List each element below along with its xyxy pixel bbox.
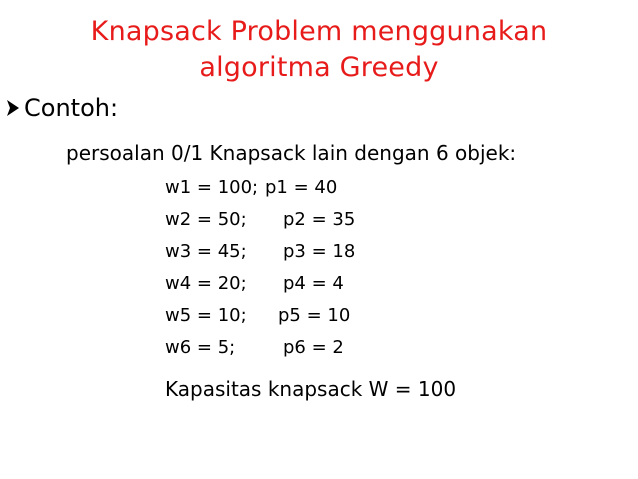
item-profit: p1 = 40 [265,177,338,198]
item-profit: p4 = 4 [283,273,344,294]
item-weight: w2 = 50; [165,209,247,230]
capacity-text: Kapasitas knapsack W = 100 [165,377,457,401]
item-weight: w4 = 20; [165,273,247,294]
item-profit: p5 = 10 [278,305,351,326]
item-profit: p6 = 2 [283,337,344,358]
item-weight: w1 = 100; [165,177,259,198]
item-weight: w6 = 5; [165,337,236,358]
item-weight: w3 = 45; [165,241,247,262]
bullet-label: Contoh: [24,94,119,122]
item-profit: p2 = 35 [283,209,356,230]
item-profit: p3 = 18 [283,241,356,262]
title-line-1: Knapsack Problem menggunakan [90,16,548,47]
arrow-bullet-icon [6,98,20,118]
slide-title [0,14,638,86]
bullet-contoh [6,93,118,123]
item-weight: w5 = 10; [165,305,247,326]
title-line-2: algoritma Greedy [199,52,439,83]
intro-text: persoalan 0/1 Knapsack lain dengan 6 objek: [66,141,517,165]
